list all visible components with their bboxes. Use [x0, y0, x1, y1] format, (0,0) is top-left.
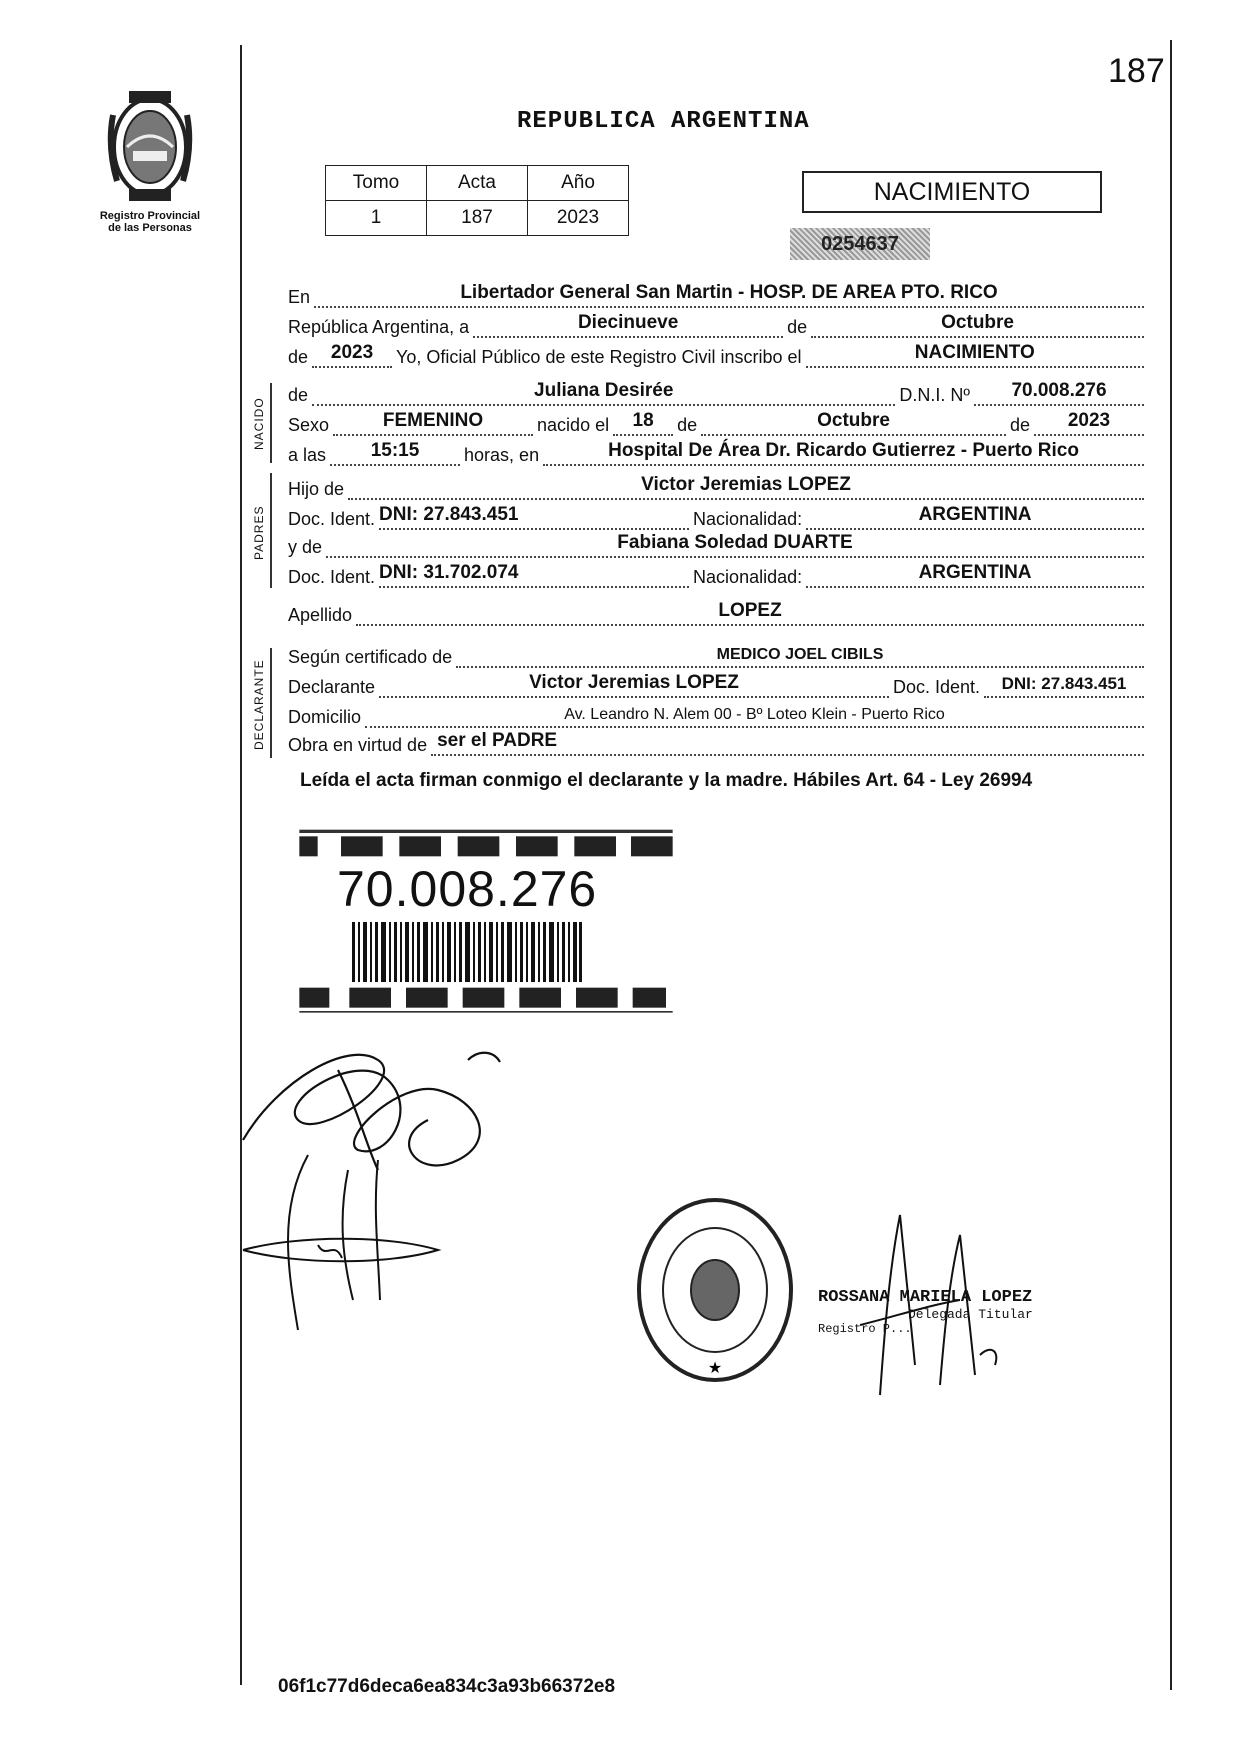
label-de-month: de: [787, 317, 808, 337]
dots-name: [312, 376, 895, 406]
label-decl-doc: Doc. Ident.: [892, 677, 980, 697]
official-seal-icon: [635, 1195, 795, 1385]
official-stamp: [818, 1288, 1033, 1336]
province-logo: [95, 85, 205, 205]
right-margin-line: [1170, 40, 1172, 1690]
row-inscribo: [288, 340, 1148, 368]
row-father-doc: [288, 502, 1148, 530]
dots-mother: [326, 528, 1144, 558]
label-horas-en: horas, en: [464, 445, 540, 465]
dots-year: [312, 338, 392, 368]
record-type-box: NACIMIENTO: [802, 171, 1102, 213]
declarante-side-rule: [270, 648, 272, 758]
value-birth-month: Octubre: [817, 410, 890, 431]
row-mother-doc: [288, 560, 1148, 588]
dots-father: [348, 470, 1144, 500]
padres-side-label: PADRES: [252, 505, 266, 560]
dots-certificado: [456, 638, 1144, 668]
dots-sexo: [333, 406, 533, 436]
label-nacido-el: nacido el: [537, 415, 610, 435]
svg-text:★: ★: [707, 1358, 723, 1377]
value-certificado: MEDICO JOEL CIBILS: [716, 646, 884, 663]
official-role: Delegada Titular: [908, 1307, 1033, 1322]
label-sexo: Sexo: [288, 415, 330, 435]
row-domicilio: [288, 700, 1148, 728]
value-decl-doc: DNI: 27.843.451: [1001, 674, 1127, 693]
value-domicilio: Av. Leandro N. Alem 00 - Bº Loteo Klein - Puerto Rico: [564, 706, 945, 723]
label-obra: Obra en virtud de: [288, 735, 428, 755]
sticker-dni-number: 70.008.276: [337, 861, 598, 917]
value-declarante: Victor Jeremias LOPEZ: [529, 672, 739, 693]
row-declarante: [288, 670, 1148, 698]
label-declarante: Declarante: [288, 677, 376, 697]
label-de-birth-month: de: [677, 415, 698, 435]
value-child-name: Juliana Desirée: [534, 380, 674, 401]
official-office: Registro P...: [818, 1322, 912, 1336]
value-father-nac: ARGENTINA: [918, 504, 1032, 525]
row-certificado: [288, 640, 1148, 668]
nacido-side-label: NACIDO: [252, 397, 266, 450]
row-en: [288, 280, 1148, 308]
label-father-nac: Nacionalidad:: [693, 509, 803, 529]
value-birth-day: 18: [632, 410, 654, 431]
label-mother-nac: Nacionalidad:: [693, 567, 803, 587]
row-nacido-name: [288, 378, 1148, 406]
dots-declarante: [379, 668, 889, 698]
sticker-bottom-strip: [262, 986, 710, 1016]
row-hijo-de: [288, 472, 1148, 500]
dots-day: [473, 308, 783, 338]
dots-birth-month: [701, 406, 1006, 436]
dots-obra: [431, 726, 1144, 756]
value-apellido: LOPEZ: [718, 600, 782, 621]
row-obra: [288, 728, 1148, 756]
label-mother-doc: Doc. Ident.: [288, 567, 376, 587]
label-a-las: a las: [288, 445, 327, 465]
official-name: ROSSANA MARIELA LOPEZ: [818, 1288, 1033, 1307]
province-seal-icon: [95, 85, 205, 205]
official-seal: [635, 1195, 795, 1385]
label-en: En: [288, 287, 311, 307]
value-father-doc: DNI: 27.843.451: [379, 504, 519, 525]
nacido-side-rule: [270, 383, 272, 463]
dots-inscribo: [806, 338, 1144, 368]
value-father: Victor Jeremias LOPEZ: [641, 474, 851, 495]
mother-signature: [238, 1150, 468, 1340]
dots-domicilio: [365, 698, 1144, 728]
dots-time: [330, 436, 460, 466]
table-value-tomo: 1: [326, 201, 427, 236]
sticker-top-strip: [262, 828, 710, 858]
dots-father-nac: [806, 500, 1144, 530]
label-name-de: de: [288, 385, 309, 405]
row-y-de: [288, 530, 1148, 558]
dots-en: [314, 278, 1144, 308]
value-child-dni: 70.008.276: [1011, 380, 1107, 401]
value-en: Libertador General San Martin - HOSP. DE AREA PTO. RICO: [460, 282, 998, 303]
dni-sticker: [262, 828, 710, 1018]
label-hijo-de: Hijo de: [288, 479, 345, 499]
row-apellido: [288, 598, 1148, 626]
logo-caption-line1: Registro Provincial: [99, 210, 201, 222]
table-header-acta: Acta: [427, 166, 528, 201]
label-certificado: Según certificado de: [288, 647, 453, 667]
label-father-doc: Doc. Ident.: [288, 509, 376, 529]
label-y-de: y de: [288, 537, 323, 557]
label-republica: República Argentina, a: [288, 317, 470, 337]
row-republica: [288, 310, 1148, 338]
document-hash: 06f1c77d6deca6ea834c3a93b66372e8: [278, 1676, 616, 1697]
table-header-anio: Año: [528, 166, 629, 201]
value-birth-place: Hospital De Área Dr. Ricardo Gutierrez - Puerto Rico: [608, 440, 1079, 461]
dots-birth-year: [1034, 406, 1144, 436]
value-day-words: Diecinueve: [577, 312, 679, 333]
document-heading: REPUBLICA ARGENTINA: [517, 108, 810, 135]
value-mother-nac: ARGENTINA: [918, 562, 1032, 583]
dots-dni: [974, 376, 1144, 406]
dots-mother-nac: [806, 558, 1144, 588]
value-obra: ser el PADRE: [437, 730, 558, 751]
label-de-year: de: [288, 347, 309, 367]
label-dni: D.N.I. Nº: [899, 385, 970, 405]
dots-father-doc: [379, 500, 689, 530]
control-number: 0254637: [790, 228, 930, 260]
value-mother: Fabiana Soledad DUARTE: [617, 532, 853, 553]
value-year: 2023: [330, 342, 374, 363]
barcode-icon: [352, 922, 582, 982]
left-margin-line: [240, 45, 242, 1685]
dots-birth-day: [613, 406, 673, 436]
table-value-anio: 2023: [528, 201, 629, 236]
value-month: Octubre: [941, 312, 1014, 333]
value-birth-year: 2023: [1067, 410, 1111, 431]
logo-caption: [78, 210, 222, 234]
dots-place: [543, 436, 1144, 466]
declarante-side-label: DECLARANTE: [252, 659, 266, 750]
value-sexo: FEMENINO: [382, 410, 484, 431]
label-inscribo: Yo, Oficial Público de este Registro Civil inscribo el: [396, 347, 802, 367]
dots-month: [811, 308, 1144, 338]
row-nacido-sexo: [288, 408, 1148, 436]
logo-caption-line2: de las Personas: [108, 222, 192, 234]
record-table: [325, 165, 629, 236]
value-time: 15:15: [370, 440, 420, 461]
table-value-acta: 187: [427, 201, 528, 236]
dots-apellido: [356, 596, 1144, 626]
table-header-tomo: Tomo: [326, 166, 427, 201]
padres-side-rule: [270, 473, 272, 588]
value-mother-doc: DNI: 31.702.074: [379, 562, 519, 583]
row-nacido-hora: [288, 438, 1148, 466]
page-number: 187: [1108, 52, 1165, 90]
label-de-birth-year: de: [1009, 415, 1030, 435]
label-domicilio: Domicilio: [288, 707, 362, 727]
value-inscribo: NACIMIENTO: [914, 342, 1035, 363]
dots-mother-doc: [379, 558, 689, 588]
label-apellido: Apellido: [288, 605, 353, 625]
closing-note: Leída el acta firman conmigo el declarante y la madre. Hábiles Art. 64 - Ley 26994: [300, 770, 1033, 791]
dots-decl-doc: [984, 668, 1144, 698]
